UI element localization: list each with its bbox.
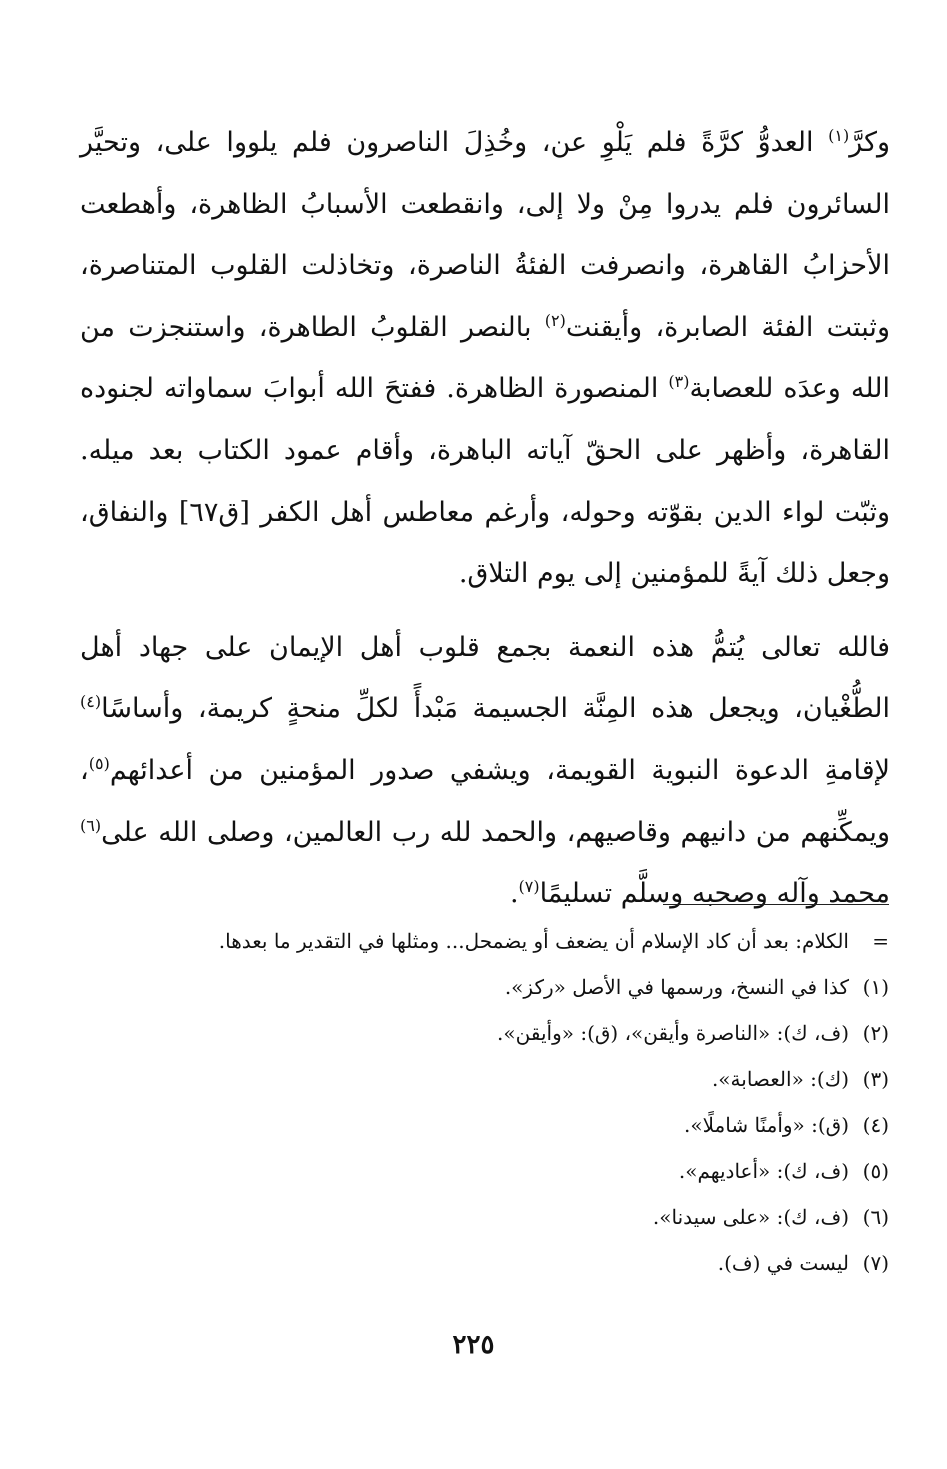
continuation-mark: = [872, 929, 889, 953]
footnote-4 [129, 1102, 889, 1148]
footnote-ref-6: (٦) [80, 815, 102, 835]
text-run: ، ويمكِّنهم من دانيهم وقاصيهم، والحمد لله رب العالمين، وصلى الله على [80, 754, 890, 848]
text-run: بالنصر القلوبُ الطاهرة، واستنجزت من الله وعدَه للعصابة [80, 311, 890, 405]
text-run: فالله تعالى يُتمُّ هذه النعمة بجمع قلوب أهل الإيمان على جهاد أهل الطُّغْيان، ويجعل هذه المِنَّة الجسيمة مَبْدأً لكلِّ منحةٍ كريمة، وأساسًا [80, 631, 890, 725]
footnote-number: (٦) [862, 1205, 889, 1229]
footnote-text: (ق): «وأمنًا شاملًا». [684, 1113, 849, 1137]
footnote-1 [129, 964, 889, 1010]
footnote-number: (٢) [862, 1021, 889, 1045]
paragraph-1 [80, 112, 890, 605]
footnote-number: (٤) [862, 1113, 889, 1137]
text-run: المنصورة الظاهرة. ففتحَ الله أبوابَ سماواته لجنوده القاهرة، وأظهر على الحقّ آياته الباهرة، وأقام عمود الكتاب بعد ميله. وثبّت لواء الدين بقوّته وحوله، وأرغم معاطس أهل الكفر [ق٦٧] والنفاق، وجعل ذلك آيةً للمؤمنين إلى يوم التلاق. [80, 373, 890, 590]
footnote-5 [129, 1148, 889, 1194]
footnote-number: (٣) [862, 1067, 889, 1091]
footnote-number: (١) [862, 975, 889, 999]
main-text [80, 112, 890, 925]
footnote-separator [663, 904, 889, 905]
footnote-ref-2: (٢) [544, 310, 566, 330]
footnote-number: (٥) [862, 1159, 889, 1183]
footnote-text: كذا في النسخ، ورسمها في الأصل «ركز». [504, 975, 849, 999]
footnote-ref-4: (٤) [80, 692, 102, 712]
text-run: لإقامةِ الدعوة النبوية القويمة، ويشفي صدور المؤمنين من أعدائهم [109, 754, 890, 786]
footnote-text: (ف، ك): «الناصرة وأيقن»، (ق): «وأيقن». [497, 1021, 849, 1045]
footnote-ref-3: (٣) [668, 372, 690, 392]
footnote-continuation [129, 918, 889, 964]
footnote-text: (ف، ك): «على سيدنا». [652, 1205, 849, 1229]
text-run: محمد وآله وصحبه وسلَّم تسليمًا [539, 878, 890, 910]
text-run: وكرَّ [849, 127, 890, 158]
footnote-number: (٧) [862, 1251, 889, 1275]
text-run: العدوُّ كرَّةً فلم يَلْوِ عن، وخُذِلَ الناصرون فلم يلووا على، وتحيَّر السائرون فلم يدروا مِنْ ولا إلى، وانقطعت الأسبابُ الظاهرة، وأهطعت الأحزابُ القاهرة، وانصرفت الفئةُ الناصرة، وتخاذلت القلوب المتناصرة، وثبتت الفئة الصابرة، وأيقنت [80, 127, 890, 343]
footnote-text: (ف، ك): «أعاديهم». [678, 1159, 849, 1183]
footnote-text: ليست في (ف). [717, 1251, 849, 1275]
text-run: . [509, 878, 519, 910]
footnote-7 [129, 1240, 889, 1286]
page-number: ٢٢٥ [452, 1330, 495, 1360]
footnote-ref-7: (٧) [518, 877, 540, 897]
footnote-ref-1: (١) [828, 126, 850, 145]
footnote-ref-5: (٥) [88, 753, 110, 773]
footnotes [129, 918, 889, 1286]
footnote-6 [129, 1194, 889, 1240]
footnote-text: (ك): «العصابة». [711, 1067, 849, 1091]
footnote-text: الكلام: بعد أن كاد الإسلام أن يضعف أو يضمحل... ومثلها في التقدير ما بعدها. [218, 929, 849, 953]
paragraph-2 [80, 617, 890, 925]
footnote-2 [129, 1010, 889, 1056]
footnote-3 [129, 1056, 889, 1102]
